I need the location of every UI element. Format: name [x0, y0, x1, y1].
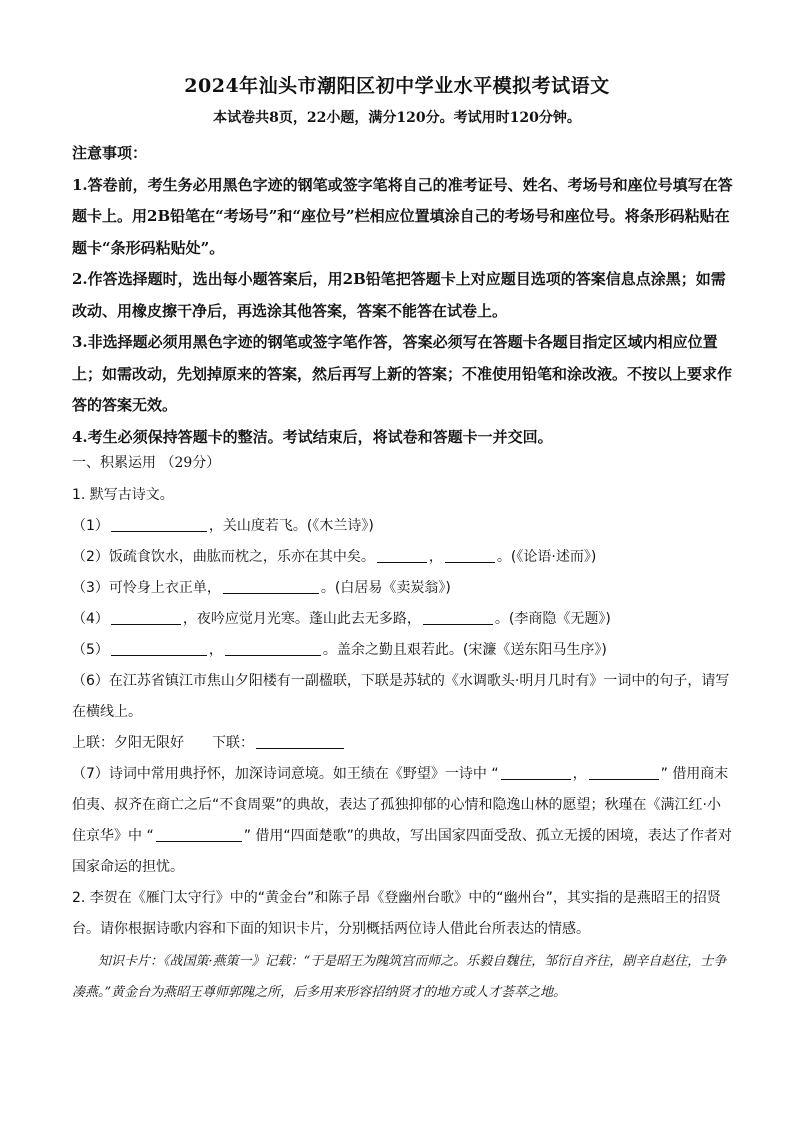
answer-blank[interactable] — [111, 610, 181, 625]
item-text: 。盖余之勤且艰若此。(宋濂《送东阳马生序》) — [322, 642, 607, 658]
section-heading: 一、积累运用 （29分） — [72, 455, 221, 471]
answer-blank[interactable] — [111, 517, 207, 532]
item-number: （2） — [72, 549, 109, 565]
couplet — [72, 728, 732, 759]
exam-subtitle: 本试卷共8页，22小题，满分120分。考试用时120分钟。 — [213, 110, 581, 126]
question-1-6: （6）在江苏省镇江市焦山夕阳楼有一副楹联，下联是苏轼的《水调歌头·明月几时有》一词中的句子，请写在横线上。 — [72, 673, 730, 720]
item-text: ” 借用商末伯夷、叔齐在商亡之后“不食周粟”的典故，表达了孤独抑郁的心情和隐逸山林的愿望；秋瑾在《满江红·小住京华》中 “ — [72, 766, 729, 844]
item-text: ” 借用“四面楚歌”的典故，写出国家四面受敌、孤立无援的困境，表达了作者对国家命运的担忧。 — [72, 828, 732, 875]
question-1-1 — [72, 511, 732, 542]
question-2-stem: 2. 李贺在《雁门太守行》中的“黄金台”和陈子昂《登幽州台歌》中的“幽州台”，其实指的是燕昭王的招贤台。请你根据诗歌内容和下面的知识卡片，分别概括两位诗人借此台所表达的情感。 — [72, 890, 721, 937]
page-title: 2024年汕头市潮阳区初中学业水平模拟考试语文 — [184, 75, 610, 97]
item-text: （7）诗词中常用典抒怀，加深诗词意境。如王绩在《野望》一诗中 “ — [72, 766, 499, 782]
item-text: 。(李商隐《无题》) — [494, 611, 611, 627]
couplet-upper: 上联：夕阳无限好 — [72, 735, 184, 751]
answer-blank[interactable] — [377, 548, 427, 563]
question-1-2 — [72, 542, 732, 573]
answer-blank[interactable] — [256, 734, 344, 749]
couplet-lower-label: 下联： — [212, 735, 254, 751]
instruction-item: 1.答卷前，考生务必用黑色字迹的钢笔或签字笔将自己的准考证号、姓名、考场号和座位号填写在答题卡上。用2B铅笔在“考场号”和“座位号”栏相应位置填涂自己的考场号和座位号。将条形码粘贴在题卡“条形码粘贴处”。 — [72, 175, 733, 257]
item-text: ， — [208, 642, 223, 658]
instruction-item: 2.作答选择题时，选出每小题答案后，用2B铅笔把答题卡上对应题目选项的答案信息点涂黑；如需改动、用橡皮擦干净后，再选涂其他答案，答案不能答在试卷上。 — [72, 270, 726, 320]
answer-blank[interactable] — [589, 765, 659, 780]
knowledge-card-text: 知识卡片：《战国策·燕策一》记载：“于是昭王为隗筑宫而师之。乐毅自魏往，邹衍自齐往，剧辛自赵往，士争凑燕。”黄金台为燕昭王尊师郭隗之所，后多用来形容招纳贤才的地方或人才荟萃之地。 — [72, 954, 727, 1000]
item-number: （5） — [72, 642, 109, 658]
question-1-3 — [72, 573, 732, 604]
question-1-5 — [72, 635, 732, 666]
answer-blank[interactable] — [156, 827, 242, 842]
instruction-item: 3.非选择题必须用黑色字迹的钢笔或签字笔作答，答案必须写在答题卡各题目指定区域内相应位置上；如需改动，先划掉原来的答案，然后再写上新的答案；不准使用铅笔和涂改液。不按以上要求作答的答案无效。 — [72, 333, 733, 414]
item-text: 。(《论语·述而》) — [496, 549, 597, 565]
answer-blank[interactable] — [225, 641, 321, 656]
item-text: ， — [428, 549, 443, 565]
item-text: 饭疏食饮水，曲肱而枕之，乐亦在其中矣。 — [108, 549, 375, 565]
item-number: （4） — [72, 611, 109, 627]
question-1 — [72, 480, 732, 945]
item-text: ，夜吟应觉月光寒。蓬山此去无多路， — [182, 611, 421, 627]
answer-blank[interactable] — [223, 579, 319, 594]
item-number: （1） — [72, 518, 109, 534]
question-1-4 — [72, 604, 732, 635]
item-text: ，关山度若飞。(《木兰诗》) — [208, 518, 374, 534]
instructions-heading: 注意事项： — [72, 144, 148, 162]
question-1-stem: 1. 默写古诗文。 — [72, 487, 174, 503]
instructions — [72, 138, 736, 453]
item-number: （3） — [72, 580, 109, 596]
answer-blank[interactable] — [111, 641, 207, 656]
answer-blank[interactable] — [445, 548, 495, 563]
item-text: ， — [572, 766, 587, 782]
instruction-item: 4.考生必须保持答题卡的整洁。考试结束后，将试卷和答题卡一并交回。 — [72, 427, 553, 446]
knowledge-card — [72, 946, 732, 1008]
answer-blank[interactable] — [423, 610, 493, 625]
item-text: 。(白居易《卖炭翁》) — [320, 580, 451, 596]
item-text: 可怜身上衣正单， — [108, 580, 221, 596]
question-1-7 — [72, 759, 732, 883]
answer-blank[interactable] — [501, 765, 571, 780]
